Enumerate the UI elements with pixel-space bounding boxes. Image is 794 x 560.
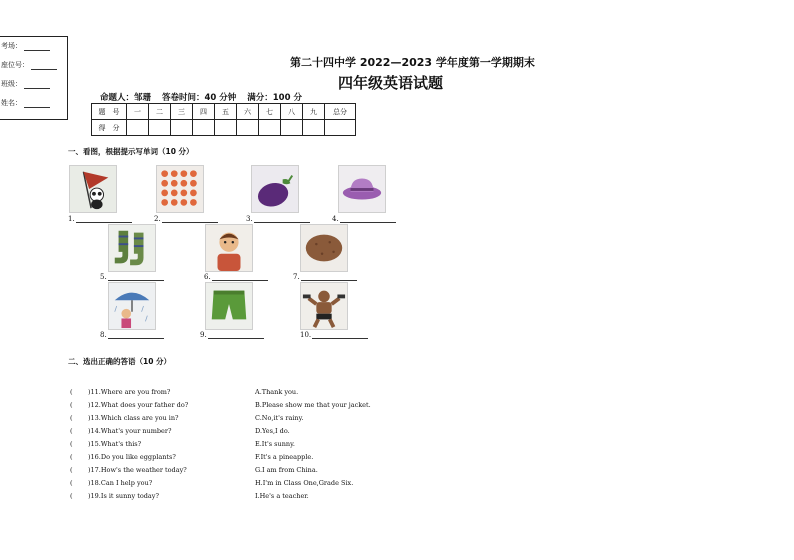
answer-number: 2. — [154, 215, 161, 223]
answer-option-f: F.It's a pineapple. — [255, 453, 314, 461]
answer-paren: ( — [70, 414, 73, 422]
question-text: )15.What's this? — [88, 440, 142, 448]
answer-option-d: D.Yes,I do. — [255, 427, 290, 435]
exam-time: 答卷时间：40 分钟 — [161, 93, 237, 103]
exam-meta — [100, 91, 310, 103]
seat-number-label: 座位号： — [1, 61, 29, 69]
shorts-icon — [205, 282, 253, 330]
answer-5[interactable] — [100, 273, 164, 281]
answer-6[interactable] — [204, 273, 268, 281]
score-input-cell[interactable] — [149, 120, 171, 136]
answer-number: 9. — [200, 331, 207, 339]
exam-title: 四年级英语试题 — [338, 74, 444, 92]
question-13[interactable] — [70, 414, 179, 422]
girl-umbrella-icon — [108, 282, 156, 330]
answer-option-h: H.I'm in Class One,Grade Six. — [255, 479, 354, 487]
answer-1[interactable] — [68, 215, 132, 223]
question-11[interactable] — [70, 388, 170, 396]
many-oranges-icon — [156, 165, 204, 213]
socks-icon — [108, 224, 156, 272]
answer-paren: ( — [70, 479, 73, 487]
answer-9[interactable] — [200, 331, 264, 339]
panda-flag-icon — [69, 165, 117, 213]
score-input-cell[interactable] — [281, 120, 303, 136]
answer-number: 6. — [204, 273, 211, 281]
school-title: 第二十四中学 2022—2023 学年度第一学期期末 — [290, 56, 535, 69]
hat-icon — [338, 165, 386, 213]
score-table-cell: 一 — [127, 104, 149, 120]
answer-option-i: I.He's a teacher. — [255, 492, 309, 500]
score-input-cell[interactable] — [215, 120, 237, 136]
class-label: 班级： — [1, 80, 22, 88]
score-table-cell: 六 — [237, 104, 259, 120]
score-table-cell: 总分 — [325, 104, 356, 120]
score-table-cell: 三 — [171, 104, 193, 120]
question-19[interactable] — [70, 492, 159, 500]
question-text: )17.How's the weather today? — [88, 466, 187, 474]
answer-3[interactable] — [246, 215, 310, 223]
question-text: )19.Is it sunny today? — [88, 492, 159, 500]
name-label: 姓名： — [1, 99, 22, 107]
name-field[interactable] — [1, 98, 50, 108]
score-table-cell: 二 — [149, 104, 171, 120]
answer-option-c: C.No,it's rainy. — [255, 414, 304, 422]
exam-room-label: 考场： — [1, 42, 22, 50]
exam-room-field[interactable] — [1, 41, 50, 51]
score-table — [91, 103, 356, 136]
question-16[interactable] — [70, 453, 176, 461]
question-text: )11.Where are you from? — [88, 388, 171, 396]
score-table-cell: 五 — [215, 104, 237, 120]
score-table-cell: 九 — [303, 104, 325, 120]
answer-option-g: G.I am from China. — [255, 466, 318, 474]
answer-paren: ( — [70, 453, 73, 461]
answer-number: 10. — [300, 331, 312, 339]
answer-option-a: A.Thank you. — [255, 388, 299, 396]
answer-option-b: B.Please show me that your jacket. — [255, 401, 371, 409]
section2-title: 二、选出正确的答语（10 分） — [68, 357, 172, 366]
exam-score: 满分：100 分 — [247, 93, 302, 103]
exam-author: 命题人：邹珊 — [100, 93, 152, 103]
score-table-cell: 八 — [281, 104, 303, 120]
question-text: )14.What's your number? — [88, 427, 172, 435]
boy-icon — [205, 224, 253, 272]
question-text: )12.What does your father do? — [88, 401, 189, 409]
seat-number-field[interactable] — [1, 60, 57, 70]
question-15[interactable] — [70, 440, 141, 448]
answer-2[interactable] — [154, 215, 218, 223]
answer-8[interactable] — [100, 331, 164, 339]
score-input-cell[interactable] — [325, 120, 356, 136]
class-field[interactable] — [1, 79, 50, 89]
score-input-cell[interactable] — [127, 120, 149, 136]
answer-number: 1. — [68, 215, 75, 223]
strong-man-icon — [300, 282, 348, 330]
answer-number: 5. — [100, 273, 107, 281]
answer-number: 3. — [246, 215, 253, 223]
question-text: )13.Which class are you in? — [88, 414, 179, 422]
question-text: )16.Do you like eggplants? — [88, 453, 176, 461]
answer-paren: ( — [70, 466, 73, 474]
answer-paren: ( — [70, 492, 73, 500]
answer-option-e: E.It's sunny. — [255, 440, 295, 448]
potato-icon — [300, 224, 348, 272]
score-input-cell[interactable] — [237, 120, 259, 136]
answer-4[interactable] — [332, 215, 396, 223]
answer-10[interactable] — [300, 331, 368, 339]
score-table-score-row — [92, 120, 356, 136]
answer-number: 7. — [293, 273, 300, 281]
score-input-cell[interactable] — [193, 120, 215, 136]
score-table-cell: 题 号 — [92, 104, 127, 120]
score-table-cell: 七 — [259, 104, 281, 120]
score-input-cell[interactable] — [171, 120, 193, 136]
question-12[interactable] — [70, 401, 188, 409]
question-14[interactable] — [70, 427, 172, 435]
answer-number: 8. — [100, 331, 107, 339]
question-18[interactable] — [70, 479, 152, 487]
eggplant-icon — [251, 165, 299, 213]
answer-paren: ( — [70, 388, 73, 396]
answer-paren: ( — [70, 440, 73, 448]
score-input-cell[interactable] — [259, 120, 281, 136]
score-input-cell[interactable] — [303, 120, 325, 136]
candidate-info-box — [0, 36, 68, 120]
question-17[interactable] — [70, 466, 187, 474]
answer-7[interactable] — [293, 273, 357, 281]
answer-paren: ( — [70, 401, 73, 409]
answer-paren: ( — [70, 427, 73, 435]
question-text: )18.Can I help you? — [88, 479, 153, 487]
score-table-header-row — [92, 104, 356, 120]
score-table-cell: 四 — [193, 104, 215, 120]
section1-title: 一、看图，根据提示写单词（10 分） — [68, 147, 194, 156]
answer-number: 4. — [332, 215, 339, 223]
score-row-label: 得 分 — [92, 120, 127, 136]
